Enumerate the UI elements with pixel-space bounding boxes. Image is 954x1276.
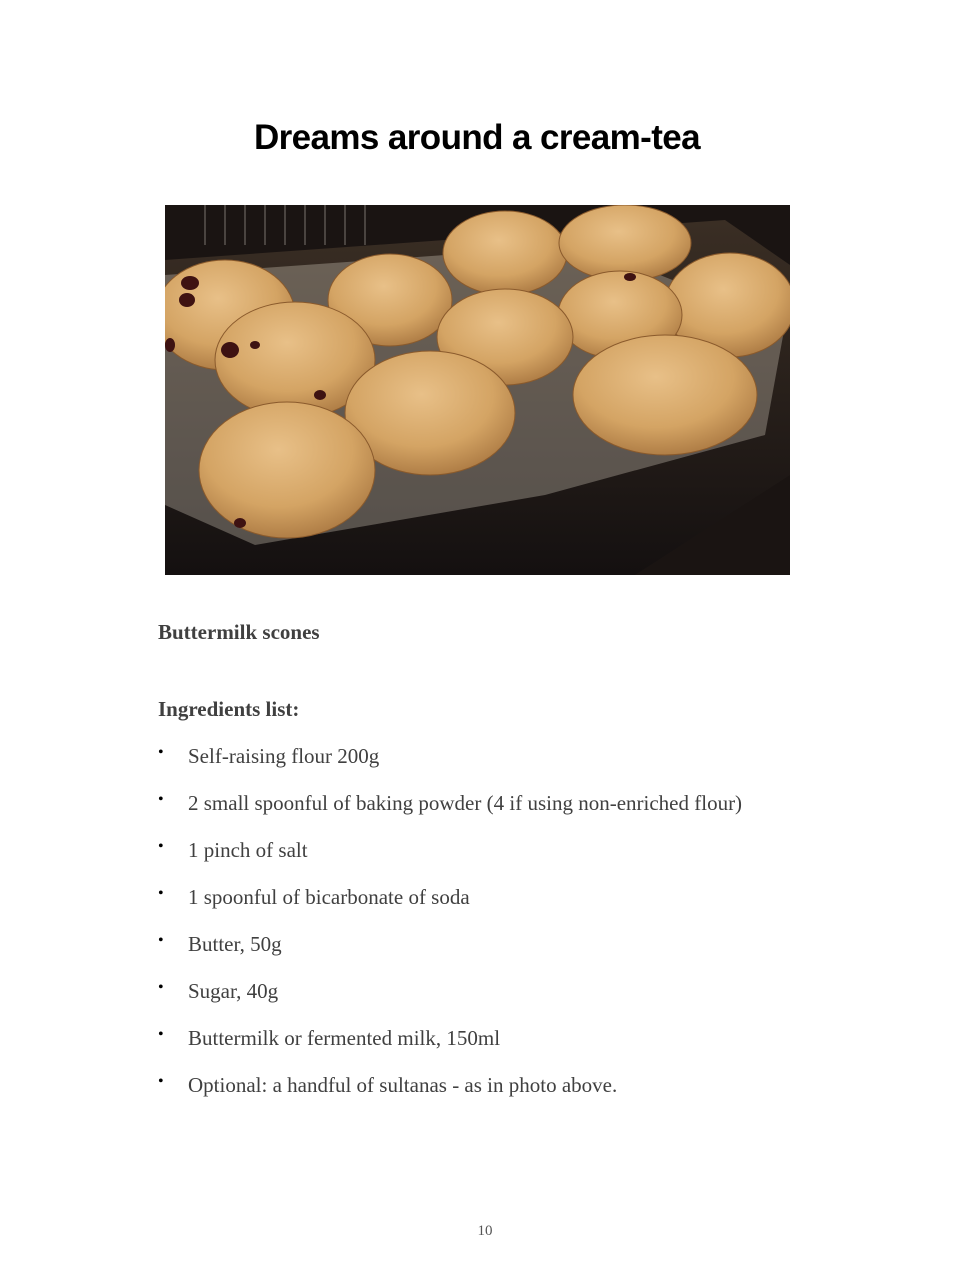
bullet-icon: •: [158, 1026, 164, 1043]
list-item: [158, 882, 796, 912]
page-number: 10: [477, 1223, 493, 1239]
ingredient-text: Buttermilk or fermented milk, 150ml: [188, 1026, 501, 1050]
list-item: [158, 788, 796, 818]
scones-photo: [165, 205, 790, 575]
list-item: [158, 1070, 796, 1100]
scone: [573, 335, 757, 455]
bullet-icon: •: [158, 744, 164, 761]
scone: [559, 205, 691, 281]
ingredients-list: [158, 741, 796, 1117]
list-item: [158, 929, 796, 959]
ingredient-text: 1 spoonful of bicarbonate of soda: [188, 885, 470, 909]
bullet-icon: •: [158, 932, 164, 949]
bullet-icon: •: [158, 1073, 164, 1090]
ingredient-text: 2 small spoonful of baking powder (4 if using non-enriched flour): [188, 791, 743, 815]
list-item: [158, 835, 796, 865]
bullet-icon: •: [158, 885, 164, 902]
page-title: Dreams around a cream-tea: [253, 118, 701, 157]
bullet-icon: •: [158, 979, 164, 996]
ingredient-text: Sugar, 40g: [188, 979, 279, 1003]
bullet-icon: •: [158, 791, 164, 808]
list-item: [158, 741, 796, 771]
scone: [443, 211, 567, 295]
recipe-name: Buttermilk scones: [158, 620, 320, 644]
list-item: [158, 1023, 796, 1053]
scone: [199, 402, 375, 538]
ingredient-text: Optional: a handful of sultanas - as in photo above.: [188, 1073, 618, 1097]
ingredient-text: 1 pinch of salt: [188, 838, 308, 862]
ingredients-heading: Ingredients list:: [158, 697, 300, 721]
ingredient-text: Self-raising flour 200g: [188, 744, 380, 768]
bullet-icon: •: [158, 838, 164, 855]
list-item: [158, 976, 796, 1006]
ingredient-text: Butter, 50g: [188, 932, 282, 956]
